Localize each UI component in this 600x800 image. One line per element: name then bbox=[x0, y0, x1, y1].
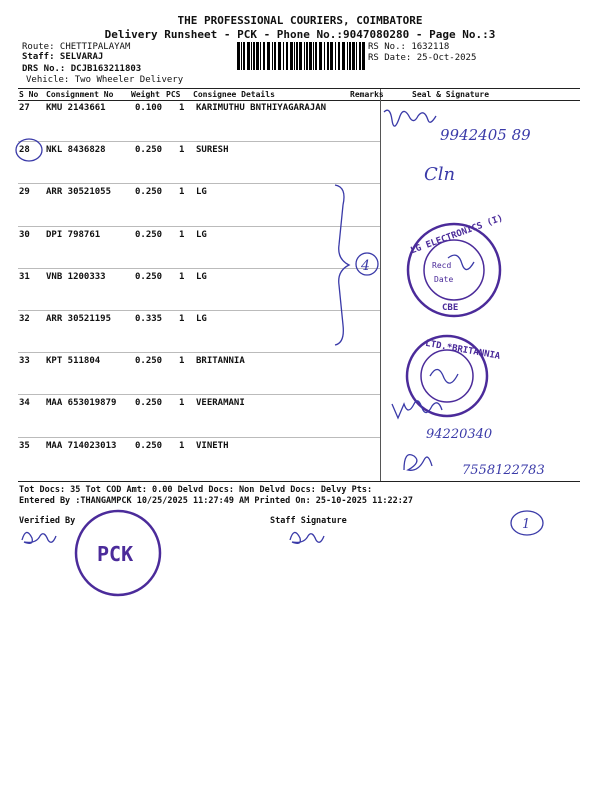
row-sno: 32 bbox=[19, 314, 30, 324]
row-pcs: 1 bbox=[179, 271, 185, 282]
staff-label: Staff: SELVARAJ bbox=[22, 52, 104, 62]
row-consignee: VEERAMANI bbox=[196, 398, 245, 409]
row-weight: 0.250 bbox=[135, 398, 163, 409]
row-pcs: 1 bbox=[179, 314, 185, 324]
row-pcs: 1 bbox=[179, 145, 185, 156]
row-sno: 28 bbox=[19, 145, 30, 156]
row-weight: 0.335 bbox=[135, 314, 163, 324]
row-pcs: 1 bbox=[179, 103, 185, 113]
svg-text:LG ELECTRONICS (I): LG ELECTRONICS (I) bbox=[409, 213, 505, 257]
row-consignment: KPT 511804 bbox=[46, 356, 101, 367]
britannia-stamp bbox=[407, 336, 501, 416]
svg-text:CBE: CBE bbox=[442, 303, 459, 313]
row-weight: 0.250 bbox=[135, 145, 163, 156]
verified-by-signature bbox=[22, 532, 56, 543]
row-pcs: 1 bbox=[179, 356, 185, 367]
col-consignment: Consignment No bbox=[46, 90, 114, 99]
row-sno: 31 bbox=[19, 271, 30, 282]
rs-number: RS No.: 1632118 bbox=[368, 42, 450, 52]
handwritten-phone-3: 7558122783 bbox=[462, 463, 545, 478]
row-weight: 0.250 bbox=[135, 440, 163, 451]
handwritten-phone-1: 9942405 89 bbox=[440, 126, 531, 144]
handwritten-one: 1 bbox=[522, 517, 531, 532]
row-sno: 34 bbox=[19, 398, 30, 409]
row-sno: 27 bbox=[19, 103, 30, 113]
row-weight: 0.250 bbox=[135, 356, 163, 367]
drs-number: DRS No.: DCJB163211803 bbox=[22, 64, 142, 74]
runsheet-subtitle: Delivery Runsheet - PCK - Phone No.:9047080280 - Page No.:3 bbox=[104, 28, 496, 41]
row-consignment: DPI 798761 bbox=[46, 229, 101, 240]
signature-row-35 bbox=[404, 455, 432, 471]
totals-line: Tot Docs: 35 Tot COD Amt: 0.00 Delvd Docs: Non Delvd Docs: Delvy Pts: bbox=[19, 485, 373, 495]
svg-text:LTD.*BRITANNIA: LTD.*BRITANNIA bbox=[424, 338, 501, 362]
row-weight: 0.250 bbox=[135, 271, 163, 282]
verified-by-label: Verified By bbox=[19, 516, 76, 526]
row-pcs: 1 bbox=[179, 440, 185, 451]
row-consignment: NKL 8436828 bbox=[46, 145, 106, 156]
row-weight: 0.250 bbox=[135, 187, 163, 198]
staff-signature-label: Staff Signature bbox=[270, 516, 347, 526]
row-consignment: MAA 653019879 bbox=[46, 398, 117, 409]
vehicle-label: Vehicle: Two Wheeler Delivery bbox=[26, 75, 184, 85]
circle-row-28 bbox=[16, 139, 42, 161]
col-seal-signature: Seal & Signature bbox=[412, 90, 490, 99]
svg-text:Recd: Recd bbox=[432, 261, 452, 270]
staff-signature bbox=[290, 532, 324, 543]
row-consignee: KARIMUTHU BNTHIYAGARAJAN bbox=[196, 103, 327, 113]
row-consignee: LG bbox=[196, 314, 207, 324]
rs-date: RS Date: 25-Oct-2025 bbox=[368, 53, 477, 63]
entered-by-line: Entered By :THANGAMPCK 10/25/2025 11:27:49 AM Printed On: 25-10-2025 11:22:27 bbox=[19, 496, 414, 506]
handwritten-cln: Cln bbox=[424, 164, 456, 185]
svg-text:PCK: PCK bbox=[97, 542, 134, 566]
col-weight: Weight bbox=[131, 90, 160, 99]
row-weight: 0.100 bbox=[135, 103, 163, 113]
row-consignment: KMU 2143661 bbox=[46, 103, 106, 113]
col-remarks: Remarks bbox=[350, 90, 384, 99]
row-sno: 35 bbox=[19, 440, 30, 451]
pck-stamp bbox=[76, 511, 160, 595]
row-weight: 0.250 bbox=[135, 229, 163, 240]
handwritten-four: 4 bbox=[361, 258, 370, 274]
signature-row-27 bbox=[384, 110, 436, 126]
row-consignment: ARR 30521055 bbox=[46, 187, 112, 198]
handwritten-phone-2: 94220340 bbox=[426, 427, 493, 442]
col-sno: S No bbox=[19, 90, 39, 99]
row-pcs: 1 bbox=[179, 229, 185, 240]
row-consignment: VNB 1200333 bbox=[46, 271, 106, 282]
svg-text:Date: Date bbox=[434, 275, 454, 284]
row-consignee: LG bbox=[196, 187, 207, 198]
col-pcs: PCS bbox=[166, 90, 181, 99]
row-sno: 29 bbox=[19, 187, 30, 198]
row-consignment: MAA 714023013 bbox=[46, 440, 117, 451]
row-consignee: BRITANNIA bbox=[196, 356, 245, 367]
row-sno: 30 bbox=[19, 229, 30, 240]
row-sno: 33 bbox=[19, 356, 30, 367]
lg-electronics-stamp bbox=[408, 213, 504, 316]
row-consignee: LG bbox=[196, 271, 207, 282]
route-label: Route: CHETTIPALAYAM bbox=[22, 42, 131, 52]
brace-lg-rows bbox=[335, 185, 349, 345]
row-consignee: SURESH bbox=[196, 145, 229, 156]
col-consignee: Consignee Details bbox=[193, 90, 275, 99]
row-consignee: VINETH bbox=[196, 440, 229, 451]
row-consignee: LG bbox=[196, 229, 207, 240]
row-pcs: 1 bbox=[179, 398, 185, 409]
row-consignment: ARR 30521195 bbox=[46, 314, 112, 324]
company-title: THE PROFESSIONAL COURIERS, COIMBATORE bbox=[177, 14, 423, 27]
row-pcs: 1 bbox=[179, 187, 185, 198]
